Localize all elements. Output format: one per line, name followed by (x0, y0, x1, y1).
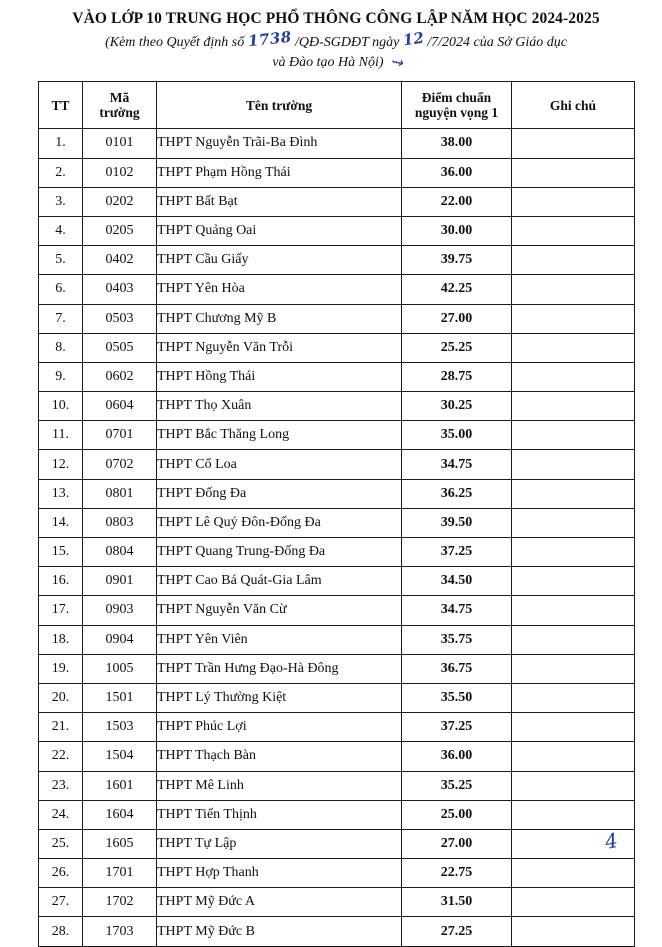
cell-tt: 18. (39, 625, 83, 654)
table-row (39, 392, 635, 421)
cell-ma-truong: 1503 (83, 713, 157, 742)
cell-ghi-chu (512, 362, 635, 391)
cell-ten-truong: THPT Chương Mỹ B (157, 304, 402, 333)
table-header (39, 82, 635, 129)
cell-ghi-chu (512, 567, 635, 596)
cell-tt: 12. (39, 450, 83, 479)
cell-diem-chuan: 39.50 (402, 508, 512, 537)
cell-tt: 17. (39, 596, 83, 625)
cell-ma-truong: 1604 (83, 800, 157, 829)
cell-ghi-chu (512, 479, 635, 508)
column-header-ghi-chu: Ghi chú (512, 82, 635, 129)
cell-ghi-chu (512, 246, 635, 275)
cell-ten-truong: THPT Nguyễn Trãi-Ba Đình (157, 129, 402, 158)
cell-ma-truong: 0702 (83, 450, 157, 479)
column-header-ma-truong (83, 82, 157, 129)
cell-ma-truong: 0803 (83, 508, 157, 537)
cell-diem-chuan: 28.75 (402, 362, 512, 391)
cell-ten-truong: THPT Quang Trung-Đống Đa (157, 538, 402, 567)
cell-ten-truong: THPT Mê Linh (157, 771, 402, 800)
column-header-tt: TT (39, 82, 83, 129)
cell-ghi-chu (512, 859, 635, 888)
cell-ma-truong: 1701 (83, 859, 157, 888)
cell-ghi-chu (512, 800, 635, 829)
cell-ten-truong: THPT Đống Đa (157, 479, 402, 508)
table-row (39, 508, 635, 537)
cell-ten-truong: THPT Quảng Oai (157, 216, 402, 245)
cell-ghi-chu (512, 625, 635, 654)
table-row (39, 187, 635, 216)
table-row (39, 216, 635, 245)
column-header-diem-line2: nguyện vọng 1 (414, 105, 499, 121)
cell-ten-truong: THPT Hồng Thái (157, 362, 402, 391)
cell-ma-truong: 1702 (83, 888, 157, 917)
subtitle-text-mid: /QĐ-SGDĐT ngày (295, 34, 400, 50)
subtitle-line-2 (38, 52, 634, 73)
cell-ma-truong: 1005 (83, 654, 157, 683)
cell-ghi-chu (512, 158, 635, 187)
cell-ten-truong: THPT Tự Lập (157, 829, 402, 858)
table-row (39, 829, 635, 858)
cell-tt: 7. (39, 304, 83, 333)
cell-ma-truong: 0903 (83, 596, 157, 625)
table-row (39, 713, 635, 742)
cell-ghi-chu (512, 742, 635, 771)
cell-tt: 24. (39, 800, 83, 829)
cell-diem-chuan: 31.50 (402, 888, 512, 917)
cell-diem-chuan: 37.25 (402, 538, 512, 567)
table-row (39, 421, 635, 450)
cell-tt: 5. (39, 246, 83, 275)
table-row (39, 625, 635, 654)
column-header-diem-line1: Điểm chuẩn (421, 89, 492, 105)
cell-ten-truong: THPT Hợp Thanh (157, 859, 402, 888)
column-header-ma-truong-line2: trường (99, 105, 140, 121)
cell-ten-truong: THPT Bất Bạt (157, 187, 402, 216)
cell-ten-truong: THPT Mỹ Đức A (157, 888, 402, 917)
cell-ten-truong: THPT Lê Quý Đôn-Đống Đa (157, 508, 402, 537)
cell-ma-truong: 0701 (83, 421, 157, 450)
cell-diem-chuan: 30.00 (402, 216, 512, 245)
column-header-diem-chuan (402, 82, 512, 129)
cell-ghi-chu (512, 771, 635, 800)
cell-ghi-chu (512, 713, 635, 742)
cell-ten-truong: THPT Lý Thường Kiệt (157, 683, 402, 712)
cell-tt: 13. (39, 479, 83, 508)
cell-tt: 8. (39, 333, 83, 362)
table-row (39, 246, 635, 275)
cell-ten-truong: THPT Mỹ Đức B (157, 917, 402, 946)
cell-diem-chuan: 36.00 (402, 158, 512, 187)
cell-ghi-chu (512, 275, 635, 304)
cell-ten-truong: THPT Tiến Thịnh (157, 800, 402, 829)
cell-diem-chuan: 35.00 (402, 421, 512, 450)
cell-ma-truong: 0402 (83, 246, 157, 275)
cell-tt: 11. (39, 421, 83, 450)
table-row (39, 450, 635, 479)
cell-tt: 15. (39, 538, 83, 567)
subtitle-line-1 (38, 27, 634, 53)
cell-ghi-chu (512, 508, 635, 537)
cell-ma-truong: 1504 (83, 742, 157, 771)
cell-ma-truong: 1605 (83, 829, 157, 858)
cell-diem-chuan: 22.00 (402, 187, 512, 216)
table-row (39, 567, 635, 596)
cell-ten-truong: THPT Thạch Bàn (157, 742, 402, 771)
table-row (39, 859, 635, 888)
cell-ma-truong: 1601 (83, 771, 157, 800)
cell-tt: 26. (39, 859, 83, 888)
cell-tt: 20. (39, 683, 83, 712)
table-row (39, 333, 635, 362)
cell-ghi-chu (512, 917, 635, 946)
page-title: VÀO LỚP 10 TRUNG HỌC PHỔ THÔNG CÔNG LẬP NĂM HỌC 2024-2025 (72, 10, 600, 27)
cell-ma-truong: 0901 (83, 567, 157, 596)
cell-ghi-chu (512, 654, 635, 683)
cell-ma-truong: 0102 (83, 158, 157, 187)
cell-ma-truong: 0604 (83, 392, 157, 421)
cell-tt: 25. (39, 829, 83, 858)
column-header-ma-truong-line1: Mã (109, 89, 130, 105)
cell-ten-truong: THPT Yên Hòa (157, 275, 402, 304)
cell-diem-chuan: 27.00 (402, 304, 512, 333)
cell-ten-truong: THPT Cao Bá Quát-Gia Lâm (157, 567, 402, 596)
cell-ghi-chu (512, 683, 635, 712)
cell-ma-truong: 0505 (83, 333, 157, 362)
cell-tt: 6. (39, 275, 83, 304)
cell-diem-chuan: 39.75 (402, 246, 512, 275)
cell-diem-chuan: 27.00 (402, 829, 512, 858)
table-row (39, 888, 635, 917)
cell-ma-truong: 1703 (83, 917, 157, 946)
cell-ma-truong: 0503 (83, 304, 157, 333)
cell-tt: 27. (39, 888, 83, 917)
table-row (39, 158, 635, 187)
subtitle-text-line2: và Đào tạo Hà Nội) (272, 55, 384, 71)
cell-ma-truong: 0804 (83, 538, 157, 567)
cell-ten-truong: THPT Nguyễn Văn Cừ (157, 596, 402, 625)
cell-ghi-chu (512, 596, 635, 625)
cell-ghi-chu (512, 392, 635, 421)
cell-tt: 3. (39, 187, 83, 216)
cell-ghi-chu (512, 129, 635, 158)
cell-ten-truong: THPT Phúc Lợi (157, 713, 402, 742)
cell-diem-chuan: 25.00 (402, 800, 512, 829)
cell-ma-truong: 0904 (83, 625, 157, 654)
cell-ten-truong: THPT Nguyễn Văn Trỗi (157, 333, 402, 362)
cell-ten-truong: THPT Phạm Hồng Thái (157, 158, 402, 187)
table-body (39, 129, 635, 946)
cell-ghi-chu (512, 538, 635, 567)
cell-tt: 14. (39, 508, 83, 537)
cell-diem-chuan: 22.75 (402, 859, 512, 888)
handwritten-page-mark: 4 (603, 828, 620, 854)
cell-diem-chuan: 36.75 (402, 654, 512, 683)
cell-ghi-chu (512, 216, 635, 245)
cell-diem-chuan: 38.00 (402, 129, 512, 158)
cell-ghi-chu (512, 187, 635, 216)
cell-ten-truong: THPT Bắc Thăng Long (157, 421, 402, 450)
cell-ma-truong: 0202 (83, 187, 157, 216)
cell-ghi-chu (512, 421, 635, 450)
cell-tt: 9. (39, 362, 83, 391)
cell-ghi-chu (512, 888, 635, 917)
handwritten-decision-number: 1738 (246, 27, 293, 50)
cell-diem-chuan: 42.25 (402, 275, 512, 304)
subtitle-text-pre: (Kèm theo Quyết định số (105, 34, 245, 50)
cell-ghi-chu (512, 304, 635, 333)
table-row (39, 362, 635, 391)
handwritten-day: 12 (401, 28, 425, 49)
table-row (39, 742, 635, 771)
subtitle-text-post: /7/2024 của Sở Giáo dục (427, 34, 567, 50)
cell-ten-truong: THPT Thọ Xuân (157, 392, 402, 421)
column-header-ten-truong: Tên trường (157, 82, 402, 129)
cell-diem-chuan: 30.25 (402, 392, 512, 421)
cell-diem-chuan: 34.50 (402, 567, 512, 596)
table-row (39, 771, 635, 800)
table-row (39, 304, 635, 333)
cell-tt: 28. (39, 917, 83, 946)
table-row (39, 596, 635, 625)
table-row (39, 479, 635, 508)
table-row (39, 275, 635, 304)
cell-diem-chuan: 35.50 (402, 683, 512, 712)
cell-tt: 22. (39, 742, 83, 771)
cell-ten-truong: THPT Yên Viên (157, 625, 402, 654)
cell-ten-truong: THPT Trần Hưng Đạo-Hà Đông (157, 654, 402, 683)
cell-ma-truong: 1501 (83, 683, 157, 712)
cell-ghi-chu (512, 450, 635, 479)
benchmark-scores-table (38, 81, 635, 946)
cell-tt: 21. (39, 713, 83, 742)
cell-tt: 2. (39, 158, 83, 187)
cell-ma-truong: 0801 (83, 479, 157, 508)
table-row (39, 129, 635, 158)
cell-ma-truong: 0205 (83, 216, 157, 245)
cell-diem-chuan: 37.25 (402, 713, 512, 742)
cell-diem-chuan: 36.00 (402, 742, 512, 771)
cell-diem-chuan: 25.25 (402, 333, 512, 362)
cell-tt: 4. (39, 216, 83, 245)
handwritten-check-mark: ⇝ (388, 54, 405, 73)
cell-tt: 23. (39, 771, 83, 800)
cell-ma-truong: 0101 (83, 129, 157, 158)
cell-diem-chuan: 35.75 (402, 625, 512, 654)
cell-diem-chuan: 36.25 (402, 479, 512, 508)
cell-diem-chuan: 27.25 (402, 917, 512, 946)
document-subtitle (38, 27, 634, 74)
cell-tt: 19. (39, 654, 83, 683)
cell-ma-truong: 0602 (83, 362, 157, 391)
cell-ma-truong: 0403 (83, 275, 157, 304)
table-header-row (39, 82, 635, 129)
cell-tt: 16. (39, 567, 83, 596)
cell-diem-chuan: 34.75 (402, 450, 512, 479)
cell-diem-chuan: 34.75 (402, 596, 512, 625)
table-row (39, 538, 635, 567)
cell-tt: 10. (39, 392, 83, 421)
cell-diem-chuan: 35.25 (402, 771, 512, 800)
table-row (39, 917, 635, 946)
table-row (39, 683, 635, 712)
cell-ten-truong: THPT Cổ Loa (157, 450, 402, 479)
table-row (39, 654, 635, 683)
table-row (39, 800, 635, 829)
cell-ghi-chu (512, 333, 635, 362)
cell-tt: 1. (39, 129, 83, 158)
cell-ten-truong: THPT Cầu Giấy (157, 246, 402, 275)
